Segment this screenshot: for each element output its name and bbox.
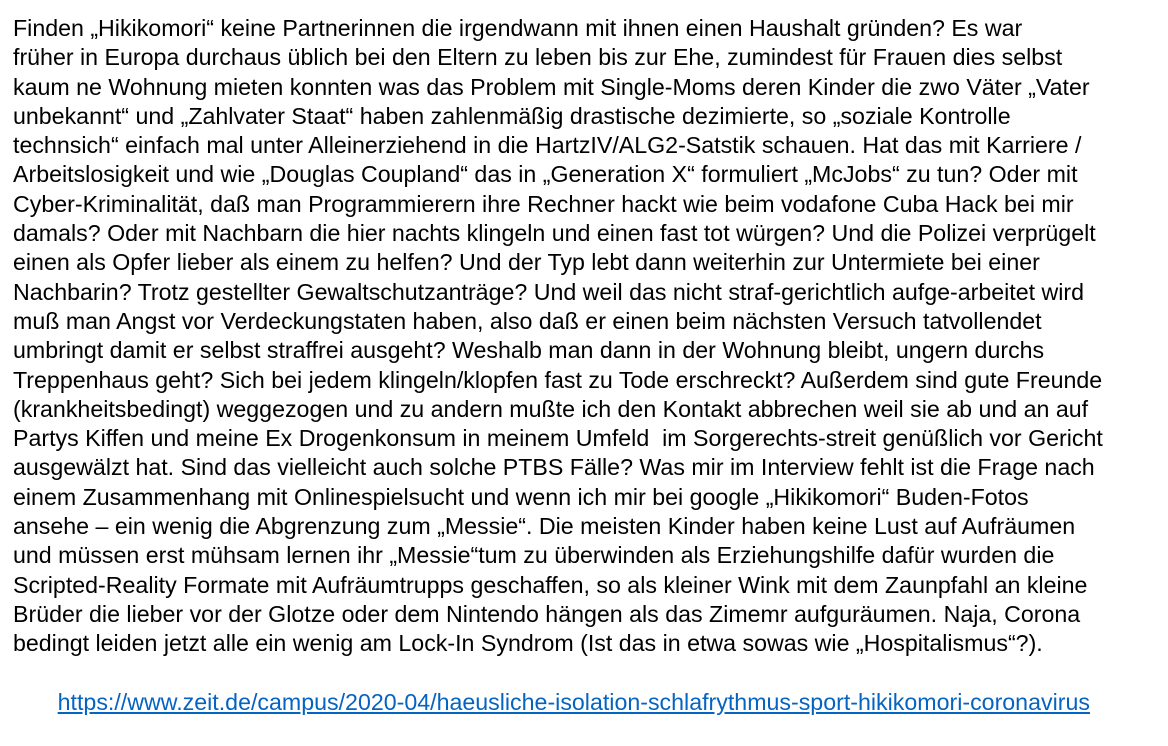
text-line: einen als Opfer lieber als einem zu helfen? Und der Typ lebt dann weiterhin zur Untermiete bei einer [13,249,1040,276]
text-line: (krankheitsbedingt) weggezogen und zu andern mußte ich den Kontakt abbrechen weil sie ab und an auf [13,395,1089,422]
text-line: umbringt damit er selbst straffrei ausgeht? Weshalb man dann in der Wohnung bleibt, ungern durchs [13,337,1045,364]
text-line: Finden „Hikikomori“ keine Partnerinnen die irgendwann mit ihnen einen Haushalt gründen? Es war [13,15,1023,41]
text-line: einem Zusammenhang mit Onlinespielsucht und wenn ich mir bei google „Hikikomori“ Buden-Fotos [13,483,1029,510]
text-line: Cyber-Kriminalität, daß man Programmierern ihre Rechner hackt wie beim vodafone Cuba Hack bei mir [13,190,1074,217]
text-line: Nachbarin? Trotz gestellter Gewaltschutzanträge? Und weil das nicht straf-gerichtlich aufge-arbeitet wird [13,278,1085,305]
text-line: technsich“ einfach mal unter Alleinerziehend in die HartzIV/ALG2-Satstik schauen. Hat das mit Karriere / [13,132,1082,159]
text-line: Treppenhaus geht? Sich bei jedem klingeln/klopfen fast zu Tode erschreckt? Außerdem sind gute Freunde [13,366,1103,393]
link-line [13,659,1161,715]
text-line: und müssen erst mühsam lernen ihr „Messie“tum zu überwinden als Erziehungshilfe dafür wurden die [13,542,1055,569]
text-line: ansehe – ein wenig die Abgrenzung zum „Messie“. Die meisten Kinder haben keine Lust auf Aufräumen [13,513,1076,540]
text-line: früher in Europa durchaus üblich bei den Eltern zu leben bis zur Ehe, zumindest für Frauen dies selbst [13,44,1063,71]
text-line: unbekannt“ und „Zahlvater Staat“ haben zahlenmäßig drastische dezimierte, so „soziale Kontrolle [13,102,1011,129]
text-line: Brüder die lieber vor der Glotze oder dem Nintendo hängen als das Zimemr aufguräumen. Naja, Corona [13,600,1081,627]
text-line: bedingt leiden jetzt alle ein wenig am Lock-In Syndrom (Ist das in etwa sowas wie „Hospitalismus“?). [13,630,1043,657]
text-line: kaum ne Wohnung mieten konnten was das Problem mit Single-Moms deren Kinder die zwo Väter „Vater [13,73,1090,100]
text-line: ausgewälzt hat. Sind das vielleicht auch solche PTBS Fälle? Was mir im Interview fehlt ist die Frage nach [13,454,1095,481]
body-text [13,14,1161,715]
text-line: Arbeitslosigkeit und wie „Douglas Coupland“ das in „Generation X“ formuliert „McJobs“ zu tun? Oder mit [13,161,1078,188]
text-line: damals? Oder mit Nachbarn die hier nachts klingeln und einen fast tot würgen? Und die Polizei verprügelt [13,220,1096,247]
text-line: Scripted-Reality Formate mit Aufräumtrupps geschaffen, so als kleiner Wink mit dem Zaunpfahl an kleine [13,571,1088,598]
zeit-article-link[interactable]: https://www.zeit.de/campus/2020-04/haeusliche-isolation-schlafrythmus-sport-hikikomori-coronavirus [57,688,1090,715]
text-line: Partys Kiffen und meine Ex Drogenkonsum in meinem Umfeld im Sorgerechts-streit genüßlich vor Gericht [13,425,1103,452]
text-line: muß man Angst vor Verdeckungstaten haben, also daß er einen beim nächsten Versuch tatvollendet [13,307,1042,334]
